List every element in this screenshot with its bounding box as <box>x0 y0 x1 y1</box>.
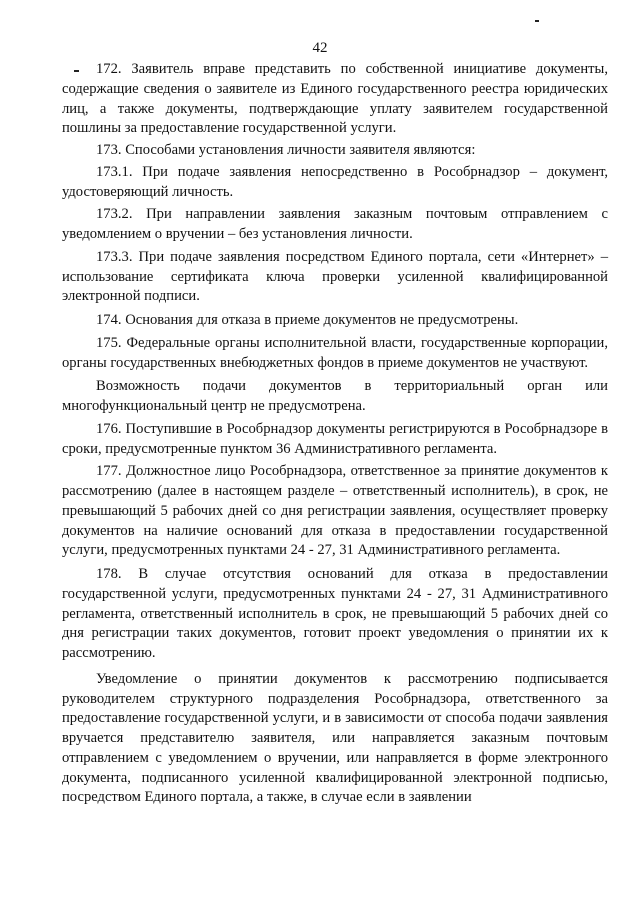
paragraph-178: 178. В случае отсутствия оснований для отказа в предоставлении государственной услуги, предусмотренных пунктами 24 - 27, 31 Административного регламента, ответственный исполнитель в срок, не превышающий 5 рабочих дней со дня регистрации таких документов, готовит проект уведомления о принятии их к рассмотрению. <box>62 566 608 661</box>
paragraph-173-1: 173.1. При подаче заявления непосредственно в Рособрнадзор – документ, удостоверяющий личность. <box>62 163 608 200</box>
paragraph-173-3: 173.3. При подаче заявления посредством Единого портала, сети «Интернет» – использование сертификата ключа проверки усиленной квалифицированной электронной подписи. <box>62 248 608 305</box>
paragraph-178-notification: Уведомление о принятии документов к рассмотрению подписывается руководителем структурного подразделения Рособрнадзора, ответственного за предоставление государственной услуги, и в зависимости от способа подачи заявления вручается представителю заявителя, или направляется заказным почтовым отправлением с уведомлением о вручении, или направляется в форме электронного документа, подписанного усиленной квалифицированной электронной подписью, посредством Единого портала, а также, в случае если в заявлении <box>62 670 608 806</box>
paragraph-173-2: 173.2. При направлении заявления заказным почтовым отправлением с уведомлением о вручении – без установления личности. <box>62 206 608 242</box>
paragraph-176: 176. Поступившие в Рособрнадзор документы регистрируются в Рособрнадзоре в сроки, предусмотренные пунктом 36 Административного регламента. <box>62 420 608 457</box>
document-body <box>62 60 608 808</box>
scan-speck <box>535 20 539 22</box>
paragraph-177: 177. Должностное лицо Рособрнадзора, ответственное за принятие документов к рассмотрению (далее в настоящем разделе – ответственный исполнитель), в срок, не превышающий 5 рабочих дней со дня регистрации заявления, осуществляет проверку документов на наличие оснований для отказа в предоставлении государственной услуги, предусмотренных пунктами 24 - 27, 31 Административного регламента. <box>62 463 608 559</box>
page-number: 42 <box>312 40 328 56</box>
paragraph-174: 174. Основания для отказа в приеме документов не предусмотрены. <box>96 312 519 328</box>
paragraph-175: 175. Федеральные органы исполнительной власти, государственные корпорации, органы государственных внебюджетных фондов в приеме документов не участвуют. <box>62 334 608 371</box>
paragraph-172: 172. Заявитель вправе представить по собственной инициативе документы, содержащие сведения о заявителе из Единого государственного реестра юридических лиц, а также документы, подтверждающие уплату заявителем государственной пошлины за предоставление государственной услуги. <box>62 61 608 137</box>
paragraph-175-note: Возможность подачи документов в территориальный орган или многофункциональный центр не предусмотрена. <box>62 378 608 414</box>
paragraph-173: 173. Способами установления личности заявителя являются: <box>96 142 476 158</box>
